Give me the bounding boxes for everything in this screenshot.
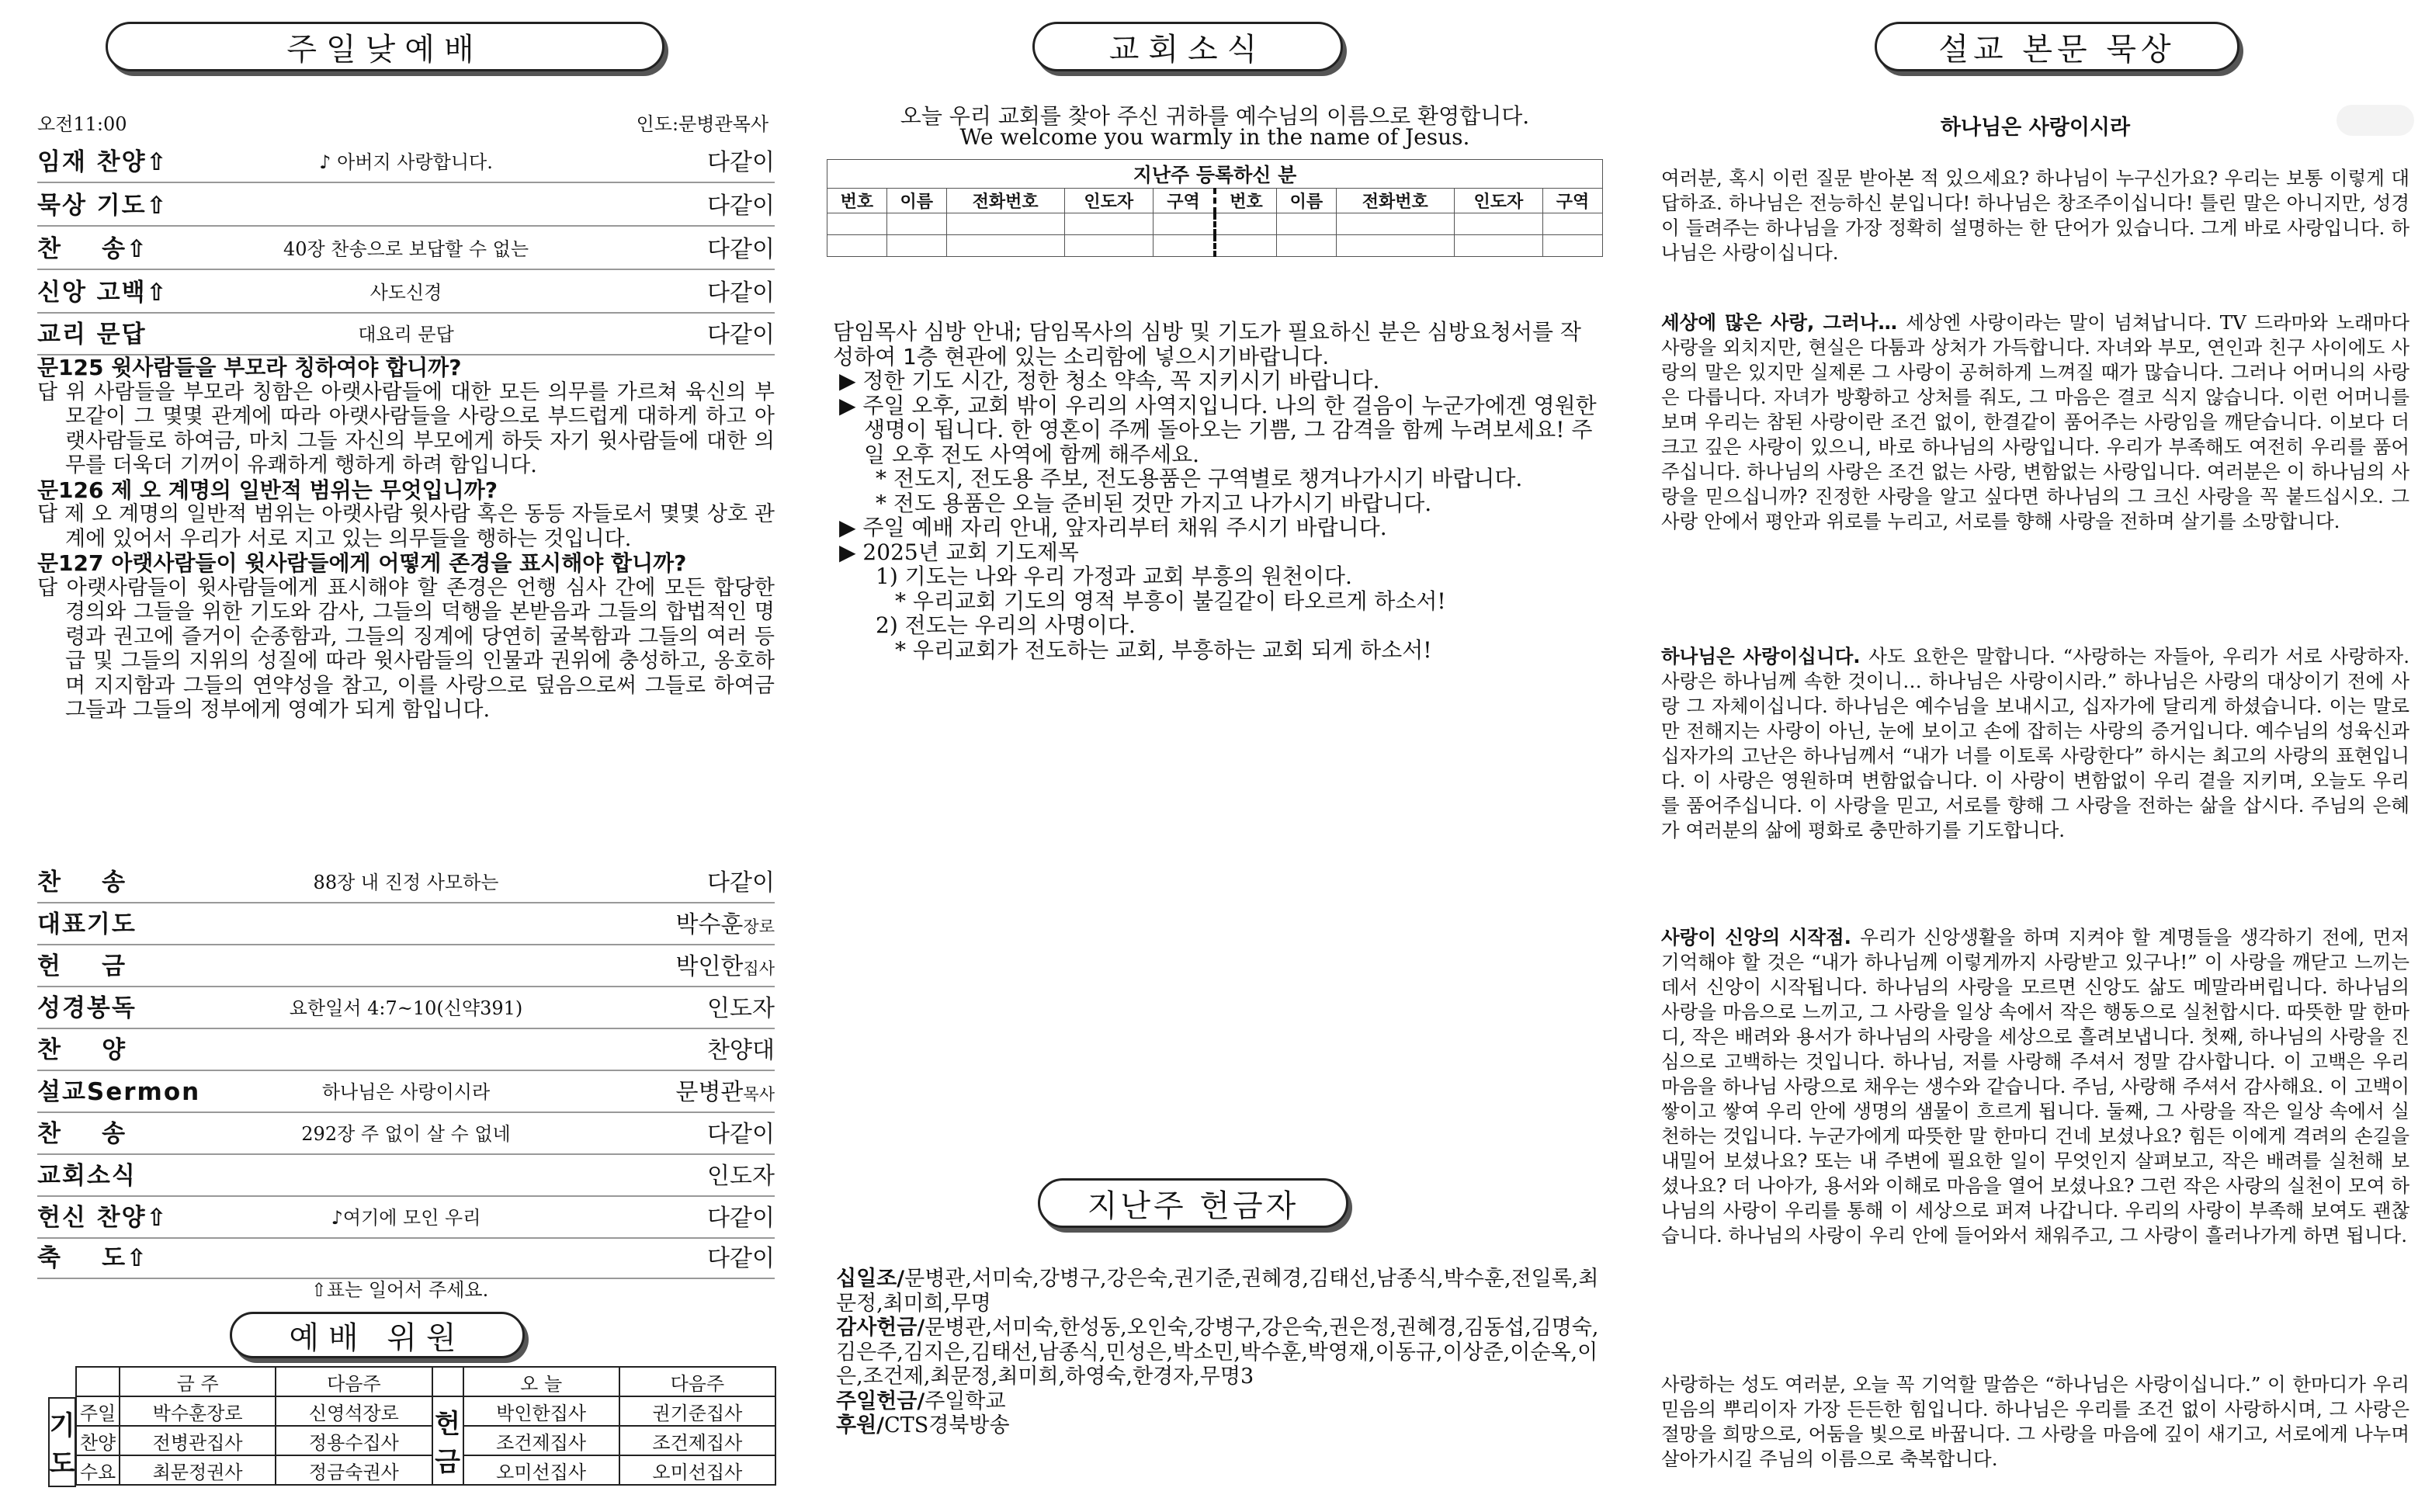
registration-title: 지난주 등록하신 분 <box>827 160 1603 189</box>
notice-list <box>833 320 1601 662</box>
order-label: 헌신 찬양⇧ <box>37 1204 168 1232</box>
meditation-title: 설교 본문 묵상 <box>1875 22 2239 71</box>
order-row <box>37 1031 775 1071</box>
order-row <box>37 947 775 987</box>
offering-list <box>836 1267 1605 1438</box>
order-right-name: 인도자 <box>707 995 775 1022</box>
paragraph-lead: 세상에 많은 사랑, 그러나… <box>1661 311 1906 334</box>
support-label: 후원/ <box>836 1413 885 1437</box>
order-label: 찬 송⇧ <box>37 235 149 263</box>
meditation-paragraph <box>1661 166 2409 265</box>
order-right <box>707 1157 775 1191</box>
paragraph-text: 사도 요한은 말합니다. “사랑하는 자들아, 우리가 서로 사랑하자. 사랑은 하나님께 속한 것이니… 하나님은 사랑이시라.” 하나님은 사랑의 대상이기 전에 사랑 그 자체이십니다. 하나님은 예수님을 보내시고, 십자가에 달리게 하셨습니다. 이는 말로만 전해지는 사랑이 아닌, 눈에 보이고 손에 잡히는 사랑의 증거입니다. 예수님의 성육신과 십자가의 고난은 하나님께서 “내가 너를 이토록 사랑한다” 하시는 최고의 사랑의 표현입니다. 이 사랑은 영원하며 변함없습니다. 이 사랑이 변함없이 우리 곁을 지키며, 오늘도 우리를 품어주십니다. 이 사랑을 믿고, 서로를 향해 그 사랑을 전하는 삶을 삽시다. 주님의 은혜가 여러분의 삶에 평화로 충만하기를 기도합니다. <box>1661 645 2409 841</box>
side-char: 헌 <box>435 1409 460 1440</box>
side-char: 금 <box>435 1447 460 1478</box>
col-next-week: 다음주 <box>276 1367 432 1396</box>
order-right <box>707 989 775 1023</box>
order-content: ♪ 아버지 사랑합니다. <box>319 151 493 173</box>
order-right-name: 인도자 <box>707 1163 775 1190</box>
paragraph-lead: 사랑이 신앙의 시작점. <box>1661 926 1861 948</box>
order-right-name: 박수훈 <box>675 911 744 938</box>
side-char: 기 <box>49 1410 75 1441</box>
paragraph-text: 우리가 신앙생활을 하며 지켜야 할 계명들을 생각하기 전에, 먼저 기억해야 할 것은 “내가 하나님께 이렇게까지 사랑받고 있구나!” 이 사랑을 깨닫고 느끼는 데서 신앙이 시작됩니다. 하나님의 사랑을 모르면 신앙도 삶도 메말라버립니다. 하나님의 사랑을 마음으로 느끼고, 그 사랑을 일상 속에서 작은 행동으로 실천합시다. 따뜻한 말 한마디, 작은 배려와 용서가 하나님의 사랑을 세상으로 흘려보냅니다. 첫째, 하나님의 사랑을 진심으로 고백하는 것입니다. 하나님, 저를 사랑해 주셔서 정말 감사합니다. 이 고백은 우리 마음을 하나님 사랑으로 채우는 생수와 같습니다. 주님, 사랑해 주셔서 감사해요. 이 고백이 쌓이고 쌓여 우리 안에 생명의 샘물이 흐르게 됩니다. 둘째, 그 사랑을 작은 일상 속에서 실천하는 것입니다. 누군가에게 따뜻한 말 한마디 건네 보셨나요? 힘든 이에게 격려의 손길을 내밀어 보셨나요? 또는 내 주변에 필요한 일이 무엇인지 살펴보고, 작은 배려를 실천해 보셨나요? 더 나아가, 용서와 이해로 마음을 열어 보셨나요? 그런 작은 사랑의 실천이 모여 하나님의 사랑이 우리를 통해 이 세상으로 퍼져 나갑니다. 우리의 사랑이 부족해 보여도 괜찮습니다. 하나님의 사랑이 우리 안에 들어와서 채워주고, 그 사랑이 흘러나가게 하면 됩니다. <box>1661 926 2409 1247</box>
order-row <box>37 186 775 227</box>
meditation-column <box>1661 0 2409 1512</box>
order-label: 축 도⇧ <box>37 1244 149 1272</box>
col-this-week: 금 주 <box>120 1367 276 1396</box>
committee-cell: 조건제집사 <box>463 1426 619 1455</box>
support-names: CTS경북방송 <box>884 1413 1010 1437</box>
order-row <box>37 1239 775 1279</box>
tithe-names: 문병관,서미숙,강병구,강은숙,권기준,권혜경,김태선,남종식,박수훈,전일록,최문정,최미희,무명 <box>836 1267 1599 1316</box>
notice-item: ▶ 2025년 교회 기도제목 <box>839 539 1079 565</box>
tithe-label: 십일조/ <box>836 1267 905 1291</box>
order-content: 88장 내 진정 사모하는 <box>313 872 499 893</box>
meditation-subtitle: 하나님은 사랑이시라 <box>1940 116 2131 140</box>
committee-cell: 오미선집사 <box>463 1455 619 1485</box>
paragraph-text: 세상엔 사랑이라는 말이 넘쳐납니다. TV 드라마와 노래마다 사랑을 외치지만, 현실은 다툼과 상처가 가득합니다. 자녀와 부모, 연인과 친구 사이에도 사랑의 말은 있지만 실제론 그 사랑이 공허하게 느껴질 때가 많습니다. 그러나 어머니의 사랑은 다릅니다. 자녀가 방황하고 상처를 줘도, 그 마음은 결코 식지 않습니다. 이런 어머니를 보며 우리는 참된 사랑이란 조건 없이, 한결같이 품어주는 사랑임을 깨닫습니다. 이보다 더 크고 깊은 사랑이 있으니, 바로 하나님의 사랑입니다. 우리가 부족해도 여전히 우리를 품어 주십니다. 하나님의 사랑은 조건 없는 사랑, 변함없는 사랑입니다. 여러분은 이 하나님의 사랑을 믿으십니까? 진정한 사랑을 알고 싶다면 하나님의 그 크신 사랑을 꼭 붙드십시오. 그 사랑 안에서 평안과 위로를 누리고, 서로를 향해 사랑을 전하며 살기를 소망합니다. <box>1661 311 2409 532</box>
order-content: 하나님은 사랑이시라 <box>321 1081 491 1103</box>
prayer-side-label <box>48 1397 76 1487</box>
order-row <box>37 143 775 183</box>
welcome-korean: 오늘 우리 교회를 찾아 주신 귀하를 예수님의 이름으로 환영합니다. <box>900 103 1530 129</box>
registration-header: 인도자 <box>1454 189 1542 213</box>
order-right <box>707 1239 775 1273</box>
order-content: 요한일서 4:7~10(신약391) <box>289 997 523 1019</box>
order-row <box>37 1115 775 1155</box>
order-right <box>675 905 775 939</box>
worship-leader: 인도:문병관목사 <box>636 113 768 135</box>
offering-title: 지난주 헌금자 <box>1038 1178 1348 1228</box>
catechism-answer: 답 제 오 계명의 일반적 범위는 아랫사람 윗사람 혹은 동등 자들로서 몇몇 상호 관계에 있어서 우리가 서로 지고 있는 의무들을 행하는 것입니다. <box>37 502 775 551</box>
catechism-question: 문127 아랫사람들이 윗사람들에게 어떻게 존경을 표시해야 합니까? <box>37 550 687 576</box>
worship-title: 주일낮예배 <box>106 22 664 71</box>
role: 수요 <box>76 1455 120 1485</box>
order-right-title: 집사 <box>743 959 775 978</box>
committee-table <box>48 1366 776 1486</box>
order-right: 다같이 <box>707 236 775 263</box>
notice-item: ▶ 주일 오후, 교회 밖이 우리의 사역지입니다. 나의 한 걸음이 누군가에겐 영원한 생명이 됩니다. 한 영혼이 주께 돌아오는 기쁨, 그 감격을 함께 누려보세요! 주일 오후 전도 사역에 함께 해주세요. <box>839 392 1597 467</box>
registration-header: 이름 <box>886 189 946 213</box>
meditation-paragraph <box>1661 1372 2409 1472</box>
meditation-paragraph <box>1661 925 2409 1248</box>
order-label: 성경봉독 <box>37 994 137 1022</box>
order-row <box>37 905 775 945</box>
committee-cell: 최문정권사 <box>120 1455 276 1485</box>
committee-cell: 오미선집사 <box>619 1455 775 1485</box>
registration-table <box>827 159 1603 257</box>
order-row <box>37 989 775 1029</box>
registration-header: 구역 <box>1543 189 1603 213</box>
order-content: 292장 주 없이 살 수 없네 <box>301 1123 511 1145</box>
order-row <box>37 230 775 270</box>
registration-header: 번호 <box>827 189 887 213</box>
order-content: 40장 찬송으로 보답할 수 없는 <box>283 238 529 260</box>
thanks-label: 감사헌금/ <box>836 1316 925 1340</box>
order-label: 신앙 고백⇧ <box>37 279 168 307</box>
order-content: 사도신경 <box>369 282 442 303</box>
order-right-name: 다같이 <box>707 869 775 896</box>
meditation-paragraph <box>1661 310 2409 534</box>
order-row <box>37 863 775 903</box>
committee-cell: 박수훈장로 <box>120 1396 276 1426</box>
order-label: 교리 문답 <box>37 321 147 349</box>
meditation-paragraph <box>1661 644 2409 843</box>
notice-item: * 전도지, 전도용 주보, 전도용품은 구역별로 챙겨나가시기 바랍니다. <box>876 466 1523 491</box>
order-label: 찬 양 <box>37 1036 127 1064</box>
registration-header: 인도자 <box>1064 189 1153 213</box>
notice-item: 1) 기도는 나와 우리 가정과 교회 부흥의 원천이다. <box>876 564 1352 589</box>
order-right-title: 장로 <box>743 917 775 936</box>
order-label: 설교Sermon <box>37 1078 201 1106</box>
worship-column <box>31 0 775 1512</box>
order-content: ♪여기에 모인 우리 <box>331 1207 481 1229</box>
order-row <box>37 1157 775 1197</box>
order-right <box>707 1031 775 1065</box>
sunday-line <box>836 1389 1605 1414</box>
order-row <box>37 1073 775 1113</box>
catechism-question: 문125 윗사람들을 부모라 칭하여야 합니까? <box>37 355 462 380</box>
committee-cell: 박인한집사 <box>463 1396 619 1426</box>
order-right: 다같이 <box>707 321 775 349</box>
news-column <box>827 0 1603 1512</box>
notice-item: ▶ 정한 기도 시간, 정한 청소 약속, 꼭 지키시기 바랍니다. <box>839 368 1380 394</box>
col-next: 다음주 <box>619 1367 775 1396</box>
order-row <box>37 315 775 355</box>
order-label: 헌 금 <box>37 952 127 980</box>
news-title: 교회소식 <box>1032 22 1343 71</box>
order-right-name: 다같이 <box>707 1205 775 1232</box>
catechism-answer: 답 위 사람들을 부모라 칭함은 아랫사람들에 대한 모든 의무를 가르쳐 육신의 부모같이 그 몇몇 관계에 따라 아랫사람들을 사랑으로 부드럽게 대하게 하고 아랫사람들로 하여금, 마치 그들 자신의 부모에게 하듯 자기 윗사람들에 대한 의무를 더욱더 기꺼이 유쾌하게 행하게 하려 함입니다. <box>37 380 775 477</box>
role: 주일 <box>76 1396 120 1426</box>
order-right: 다같이 <box>707 279 775 307</box>
order-right <box>675 1073 775 1107</box>
order-right-name: 다같이 <box>707 1245 775 1272</box>
order-right-name: 찬양대 <box>707 1037 775 1064</box>
order-row <box>37 1198 775 1239</box>
committee-cell: 권기준집사 <box>619 1396 775 1426</box>
order-label: 찬 송 <box>37 869 127 896</box>
order-right-name: 문병관 <box>675 1079 744 1106</box>
notice-item: 담임목사 심방 안내; 담임목사의 심방 및 기도가 필요하신 분은 심방요청서를 작성하여 1층 현관에 있는 소리함에 넣으시기바랍니다. <box>833 319 1581 369</box>
order-label: 교회소식 <box>37 1162 137 1190</box>
sunday-label: 주일헌금/ <box>836 1389 925 1413</box>
registration-header: 전화번호 <box>1336 189 1454 213</box>
committee-cell: 정용수집사 <box>276 1426 432 1455</box>
catechism <box>37 355 775 723</box>
order-right: 다같이 <box>707 149 775 176</box>
committee-cell: 조건제집사 <box>619 1426 775 1455</box>
order-right-title: 목사 <box>743 1085 775 1104</box>
paragraph-text: 여러분, 혹시 이런 질문 받아본 적 있으세요? 하나님이 누구신가요? 우리는 보통 이렇게 대답하죠. 하나님은 전능하신 분입니다! 하나님은 창조주이십니다! 틀린 말은 아니지만, 성경이 들려주는 하나님을 가장 정확히 설명하는 한 단어가 있습니다. 그게 바로 사랑입니다. 하나님은 사랑이십니다. <box>1661 167 2409 264</box>
order-right <box>707 1115 775 1149</box>
corner-mark <box>2337 105 2414 136</box>
role: 찬양 <box>76 1426 120 1455</box>
order-content: 대요리 문답 <box>358 324 454 345</box>
committee-cell: 신영석장로 <box>276 1396 432 1426</box>
thanks-names: 문병관,서미숙,한성동,오인숙,강병구,강은숙,권은정,권혜경,김동섭,김명숙,김은주,김지은,김태선,남종식,민성은,박소민,박수훈,박영재,이동규,이상준,이순옥,이은,조건제,최문정,최미희,하영숙,한경자,무명3 <box>836 1316 1599 1389</box>
worship-time: 오전11:00 <box>37 113 127 135</box>
order-label: 대표기도 <box>37 910 137 938</box>
committee-cell: 정금숙권사 <box>276 1455 432 1485</box>
order-right <box>707 863 775 897</box>
paragraph-lead: 하나님은 사랑이십니다. <box>1661 645 1869 668</box>
registration-header: 구역 <box>1153 189 1215 213</box>
welcome-english: We welcome you warmly in the name of Jesus. <box>959 124 1470 150</box>
registration-header: 전화번호 <box>946 189 1064 213</box>
order-right <box>707 1198 775 1233</box>
notice-item: * 우리교회 기도의 영적 부흥이 불길같이 타오르게 하소서! <box>895 588 1446 614</box>
paragraph-text: 사랑하는 성도 여러분, 오늘 꼭 기억할 말씀은 “하나님은 사랑이십니다.” 이 한마디가 우리 믿음의 뿌리이자 가장 든든한 힘입니다. 하나님은 우리를 조건 없이 사랑하시며, 그 사랑은 절망을 희망으로, 어둠을 빛으로 바꿉니다. 그 사랑을 마음에 깊이 새기고, 서로에게 나누며 살아가시길 주님의 이름으로 축복합니다. <box>1661 1373 2409 1470</box>
catechism-answer: 답 아랫사람들이 윗사람들에게 표시해야 할 존경은 언행 심사 간에 모든 합당한 경의와 그들을 위한 기도와 감사, 그들의 덕행을 본받음과 그들의 합법적인 명령과 권고에 즐거이 순종함과, 그들의 징계에 당연히 굴복함과 그들의 여러 등급 및 그들의 지위의 성질에 따라 윗사람들의 인물과 권위에 충성하고, 옹호하며 지지함과 그들의 연약성을 참고, 이를 사랑으로 덮음으로써 그들로 하여금 그들과 그들의 정부에게 영예가 되게 함입니다. <box>37 575 775 722</box>
stand-note: ⇧표는 일어서 주세요. <box>310 1279 489 1301</box>
notice-item: ▶ 주일 예배 자리 안내, 앞자리부터 채워 주시기 바랍니다. <box>839 515 1387 540</box>
notice-item: 2) 전도는 우리의 사명이다. <box>876 612 1136 638</box>
registration-header: 이름 <box>1276 189 1336 213</box>
catechism-question: 문126 제 오 계명의 일반적 범위는 무엇입니까? <box>37 477 498 503</box>
committee-title: 예배 위원 <box>230 1312 525 1358</box>
col-today: 오 늘 <box>463 1367 619 1396</box>
offering-side-label <box>432 1396 463 1485</box>
order-label: 찬 송 <box>37 1120 127 1148</box>
committee-cell: 전병관집사 <box>120 1426 276 1455</box>
side-char: 도 <box>49 1448 75 1479</box>
notice-item: * 우리교회가 전도하는 교회, 부흥하는 교회 되게 하소서! <box>895 636 1432 663</box>
tithe-line <box>836 1267 1605 1316</box>
order-label: 임재 찬양⇧ <box>37 148 168 176</box>
order-right-name: 박인한 <box>675 953 744 980</box>
notice-item: * 전도 용품은 오늘 준비된 것만 가지고 나가시기 바랍니다. <box>876 490 1432 516</box>
order-right: 다같이 <box>707 192 775 220</box>
registration-header: 번호 <box>1215 189 1277 213</box>
thanks-line <box>836 1316 1605 1389</box>
order-right <box>675 947 775 981</box>
order-right-name: 다같이 <box>707 1121 775 1148</box>
order-label: 묵상 기도⇧ <box>37 192 168 220</box>
sunday-names: 주일학교 <box>925 1389 1006 1413</box>
order-row <box>37 273 775 314</box>
support-line <box>836 1413 1605 1438</box>
